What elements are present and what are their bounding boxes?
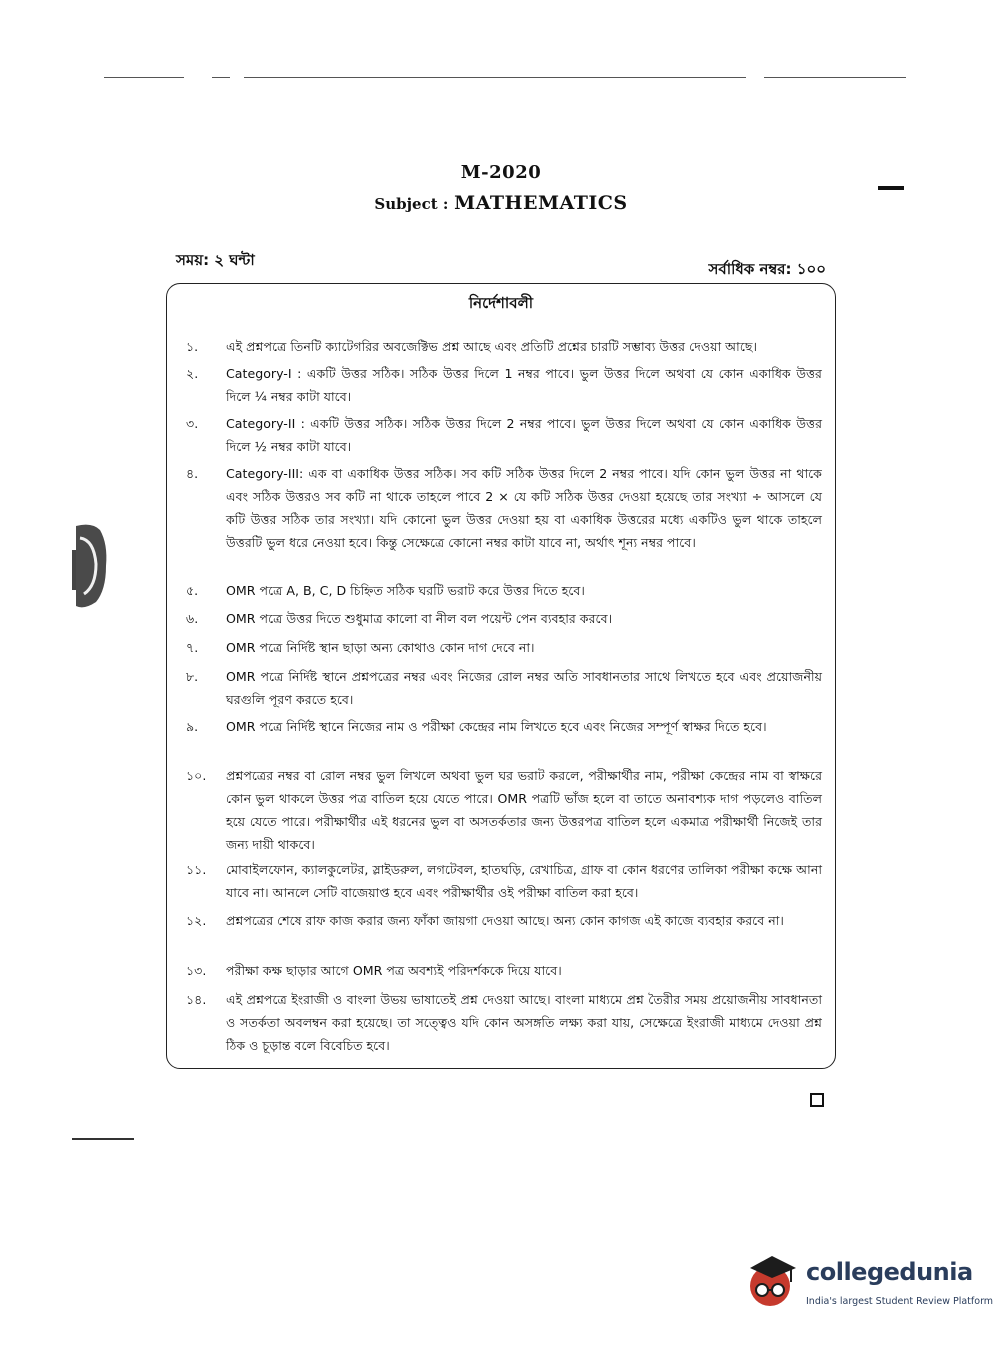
instruction-number: ১৩. (186, 963, 207, 978)
instruction-text: Category-I : একটি উত্তর সঠিক। সঠিক উত্তর দিলে 1 নম্বর পাবে। ভুল উত্তর দিলে অথবা যে কোন একাধিক উত্তর দিলে ¼ নম্বর কাটা যাবে। (226, 366, 822, 404)
instruction-number: ৩. (186, 416, 199, 431)
subject-name: MATHEMATICS (454, 192, 628, 214)
instruction-text: Category-III: এক বা একাধিক উত্তর সঠিক। সব কটি সঠিক উত্তর দিলে 2 নম্বর পাবে। যদি কোন ভুল উত্তর না থাকে এবং সঠিক উত্তরও সব কটি না থাকে তাহলে পাবে 2 × যে কটি সঠিক উত্তর দেওয়া হয়েছে তার সংখ্যা ÷ আসলে যে কটি উত্তর সঠিক তার সংখ্যা। যদি কোনো ভুল উত্তর দেওয়া হয় বা একাধিক উত্তরের মধ্যে একটিও ভুল থাকে তাহলে উত্তরটি ভুল ধরে নেওয়া হবে। কিন্তু সেক্ষেত্রে কোনো নম্বর কাটা যাবে না, অর্থাৎ শূন্য নম্বর পাবে। (226, 466, 822, 550)
instruction-text: OMR পত্রে নির্দিষ্ট স্থান ছাড়া অন্য কোথাও কোন দাগ দেবে না। (226, 640, 535, 655)
instruction-text: এই প্রশ্নপত্রে তিনটি ক্যাটেগরির অবজেক্টিভ প্রশ্ন আছে এবং প্রতিটি প্রশ্নের চারটি সম্ভাব্য উত্তর দেওয়া আছে। (226, 339, 758, 354)
top-rule-dash (212, 77, 230, 78)
instruction-text: পরীক্ষা কক্ষ ছাড়ার আগে OMR পত্র অবশ্যই পরিদর্শককে দিয়ে যাবে। (226, 963, 562, 978)
watermark-tagline: India's largest Student Review Platform (806, 1296, 994, 1307)
instruction-number: ১২. (186, 913, 207, 928)
full-marks: সর্বাধিক নম্বর: ১০০ (708, 260, 826, 278)
instruction-text: OMR পত্রে উত্তর দিতে শুধুমাত্র কালো বা নীল বল পয়েন্ট পেন ব্যবহার করবে। (226, 611, 613, 626)
instruction-number: ৮. (186, 669, 199, 684)
instruction-text: OMR পত্রে নির্দিষ্ট স্থানে নিজের নাম ও পরীক্ষা কেন্দ্রের নাম লিখতে হবে এবং নিজের সম্পূর্ণ স্বাক্ষর দিতে হবে। (226, 719, 767, 734)
watermark-brand: collegedunia (806, 1258, 973, 1286)
instruction-text: প্রশ্নপত্রের শেষে রাফ কাজ করার জন্য ফাঁকা জায়গা দেওয়া আছে। অন্য কোন কাগজ এই কাজে ব্যবহার করবে না। (226, 913, 784, 928)
instruction-number: ১৪. (186, 992, 207, 1007)
subject-line (0, 192, 1002, 214)
subject-label: Subject : (374, 195, 449, 213)
stamp-smudge-icon (70, 520, 110, 612)
instruction-number: ১০. (186, 768, 207, 783)
instruction-text: প্রশ্নপত্রের নম্বর বা রোল নম্বর ভুল লিখলে অথবা ভুল ঘর ভরাট করলে, পরীক্ষার্থীর নাম, পরীক্ষা কেন্দ্রের নাম বা স্বাক্ষরে কোন ভুল থাকলে উত্তর পত্র বাতিল হয়ে যেতে পারে। OMR পত্রটি ভাঁজ হলে বা তাতে অনাবশ্যক দাগ পড়লেও বাতিল হয়ে যেতে পারে। পরীক্ষার্থীর এই ধরনের ভুল বা অসতর্কতার জন্য উত্তরপত্র বাতিল হলে একমাত্র পরীক্ষার্থী নিজেই তার জন্য দায়ী থাকবে। (226, 768, 822, 852)
instructions-title: নির্দেশাবলী (468, 294, 534, 312)
margin-mark-left (72, 1138, 134, 1140)
instruction-number: ৭. (186, 640, 199, 655)
time-allowed: সময়: ২ ঘন্টা (176, 251, 255, 269)
paper-code: M-2020 (460, 162, 542, 183)
collegedunia-logo-icon (742, 1252, 802, 1310)
instruction-number: ১. (186, 339, 199, 354)
instruction-number: ৪. (186, 466, 199, 481)
top-rule-right (764, 77, 906, 78)
instruction-number: ১১. (186, 862, 207, 877)
instruction-number: ৬. (186, 611, 199, 626)
instruction-number: ২. (186, 366, 199, 381)
instruction-number: ৯. (186, 719, 199, 734)
instruction-text: মোবাইলফোন, ক্যালকুলেটর, স্লাইডরুল, লগটেবল, হাতঘড়ি, রেখাচিত্র, গ্রাফ বা কোন ধরণের তালিকা পরীক্ষা কক্ষে আনা যাবে না। আনলে সেটি বাজেয়াপ্ত হবে এবং পরীক্ষার্থীর ওই পরীক্ষা বাতিল করা হবে। (226, 862, 822, 900)
margin-mark-right (878, 186, 904, 190)
instruction-text: OMR পত্রে A, B, C, D চিহ্নিত সঠিক ঘরটি ভরাট করে উত্তর দিতে হবে। (226, 583, 585, 598)
instruction-text: OMR পত্রে নির্দিষ্ট স্থানে প্রশ্নপত্রের নম্বর এবং নিজের রোল নম্বর অতি সাবধানতার সাথে লিখতে হবে এবং প্রয়োজনীয় ঘরগুলি পূরণ করতে হবে। (226, 669, 822, 707)
instruction-text: Category-II : একটি উত্তর সঠিক। সঠিক উত্তর দিলে 2 নম্বর পাবে। ভুল উত্তর দিলে অথবা যে কোন একাধিক উত্তর দিলে ½ নম্বর কাটা যাবে। (226, 416, 822, 454)
instruction-number: ৫. (186, 583, 199, 598)
top-rule-center (244, 77, 746, 78)
square-marker-icon (810, 1093, 824, 1107)
instruction-text: এই প্রশ্নপত্রে ইংরাজী ও বাংলা উভয় ভাষাতেই প্রশ্ন দেওয়া আছে। বাংলা মাধ্যমে প্রশ্ন তৈরীর সময় প্রয়োজনীয় সাবধানতা ও সতর্কতা অবলম্বন করা হয়েছে। তা সত্ত্বেও যদি কোন অসঙ্গতি লক্ষ্য করা যায়, সেক্ষেত্রে ইংরাজী মাধ্যমে দেওয়া প্রশ্ন ঠিক ও চূড়ান্ত বলে বিবেচিত হবে। (226, 992, 822, 1053)
top-rule-left (104, 77, 184, 78)
